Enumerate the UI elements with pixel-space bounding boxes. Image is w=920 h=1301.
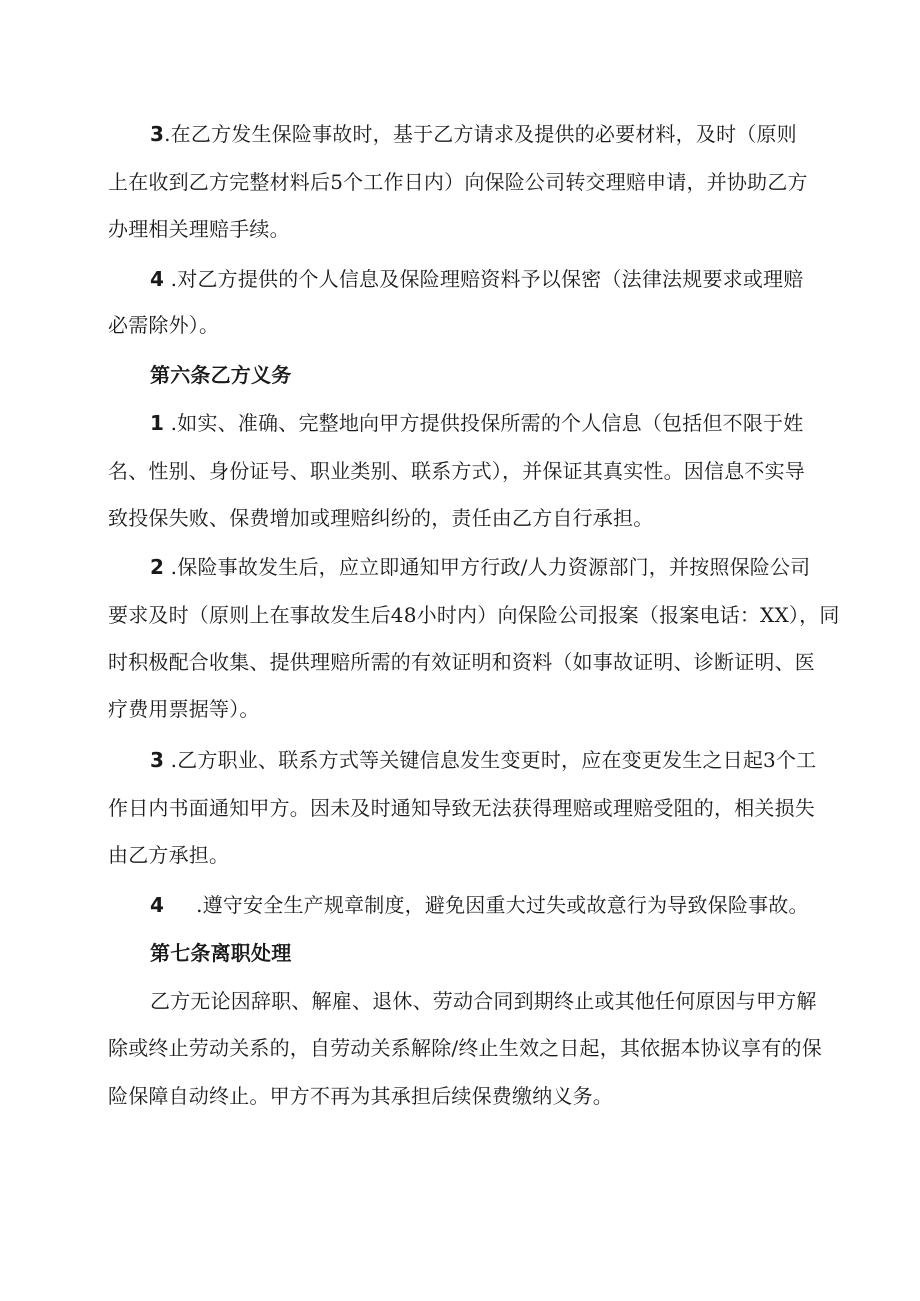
s7-line2: 除或终止劳动关系的，自劳动关系解除/终止生效之日起，其依据本协议享有的保	[108, 1036, 822, 1060]
s6-item1-number: 1	[150, 411, 165, 435]
s6-item4-number: 4	[150, 893, 165, 917]
s6-item3-number: 3	[150, 748, 165, 772]
s5-item3-number: 3	[150, 122, 165, 146]
s6-item4-line1: 4 .遵守安全生产规章制度，避免因重大过失或故意行为导致保险事故。	[150, 893, 809, 917]
s6-item2-line2: 要求及时（原则上在事故发生后48小时内）向保险公司报案（报案电话：XX），同	[108, 603, 840, 627]
section6-heading: 第六条乙方义务	[150, 363, 292, 387]
s6-item3-line2: 作日内书面通知甲方。因未及时通知导致无法获得理赔或理赔受阻的，相关损失	[108, 796, 815, 820]
s6-item2-number: 2	[150, 555, 165, 579]
s6-item3-line1: 3 .乙方职业、联系方式等关键信息发生变更时，应在变更发生之日起3个工	[150, 748, 817, 772]
s6-item1-line2: 名、性别、身份证号、职业类别、联系方式），并保证其真实性。因信息不实导	[108, 459, 805, 483]
s5-item3-line3: 办理相关理赔手续。	[108, 217, 290, 241]
s5-item4-line2: 必需除外）。	[108, 313, 220, 337]
s5-item3-line2: 上在收到乙方完整材料后5个工作日内）向保险公司转交理赔申请，并协助乙方	[108, 170, 808, 194]
s5-item4-number: 4	[150, 267, 165, 291]
s5-item4-line1: 4 .对乙方提供的个人信息及保险理赔资料予以保密（法律法规要求或理赔	[150, 267, 804, 291]
section7-heading: 第七条离职处理	[150, 941, 292, 965]
s6-item2-line4: 疗费用票据等）。	[108, 697, 260, 721]
s6-item2-line3: 时积极配合收集、提供理赔所需的有效证明和资料（如事故证明、诊断证明、医	[108, 650, 815, 674]
s7-line1: 乙方无论因辞职、解雇、退休、劳动合同到期终止或其他任何原因与甲方解	[150, 989, 817, 1013]
s5-item3-line1: 3.在乙方发生保险事故时，基于乙方请求及提供的必要材料，及时（原则	[150, 122, 797, 146]
s6-item3-line3: 由乙方承担。	[108, 843, 230, 867]
s7-line3: 险保障自动终止。甲方不再为其承担后续保费缴纳义务。	[108, 1084, 613, 1108]
s6-item2-line1: 2 .保险事故发生后，应立即通知甲方行政/人力资源部门，并按照保险公司	[150, 555, 811, 579]
s6-item1-line3: 致投保失败、保费增加或理赔纠纷的，责任由乙方自行承担。	[108, 506, 654, 530]
s6-item1-line1: 1 .如实、准确、完整地向甲方提供投保所需的个人信息（包括但不限于姓	[150, 411, 804, 435]
